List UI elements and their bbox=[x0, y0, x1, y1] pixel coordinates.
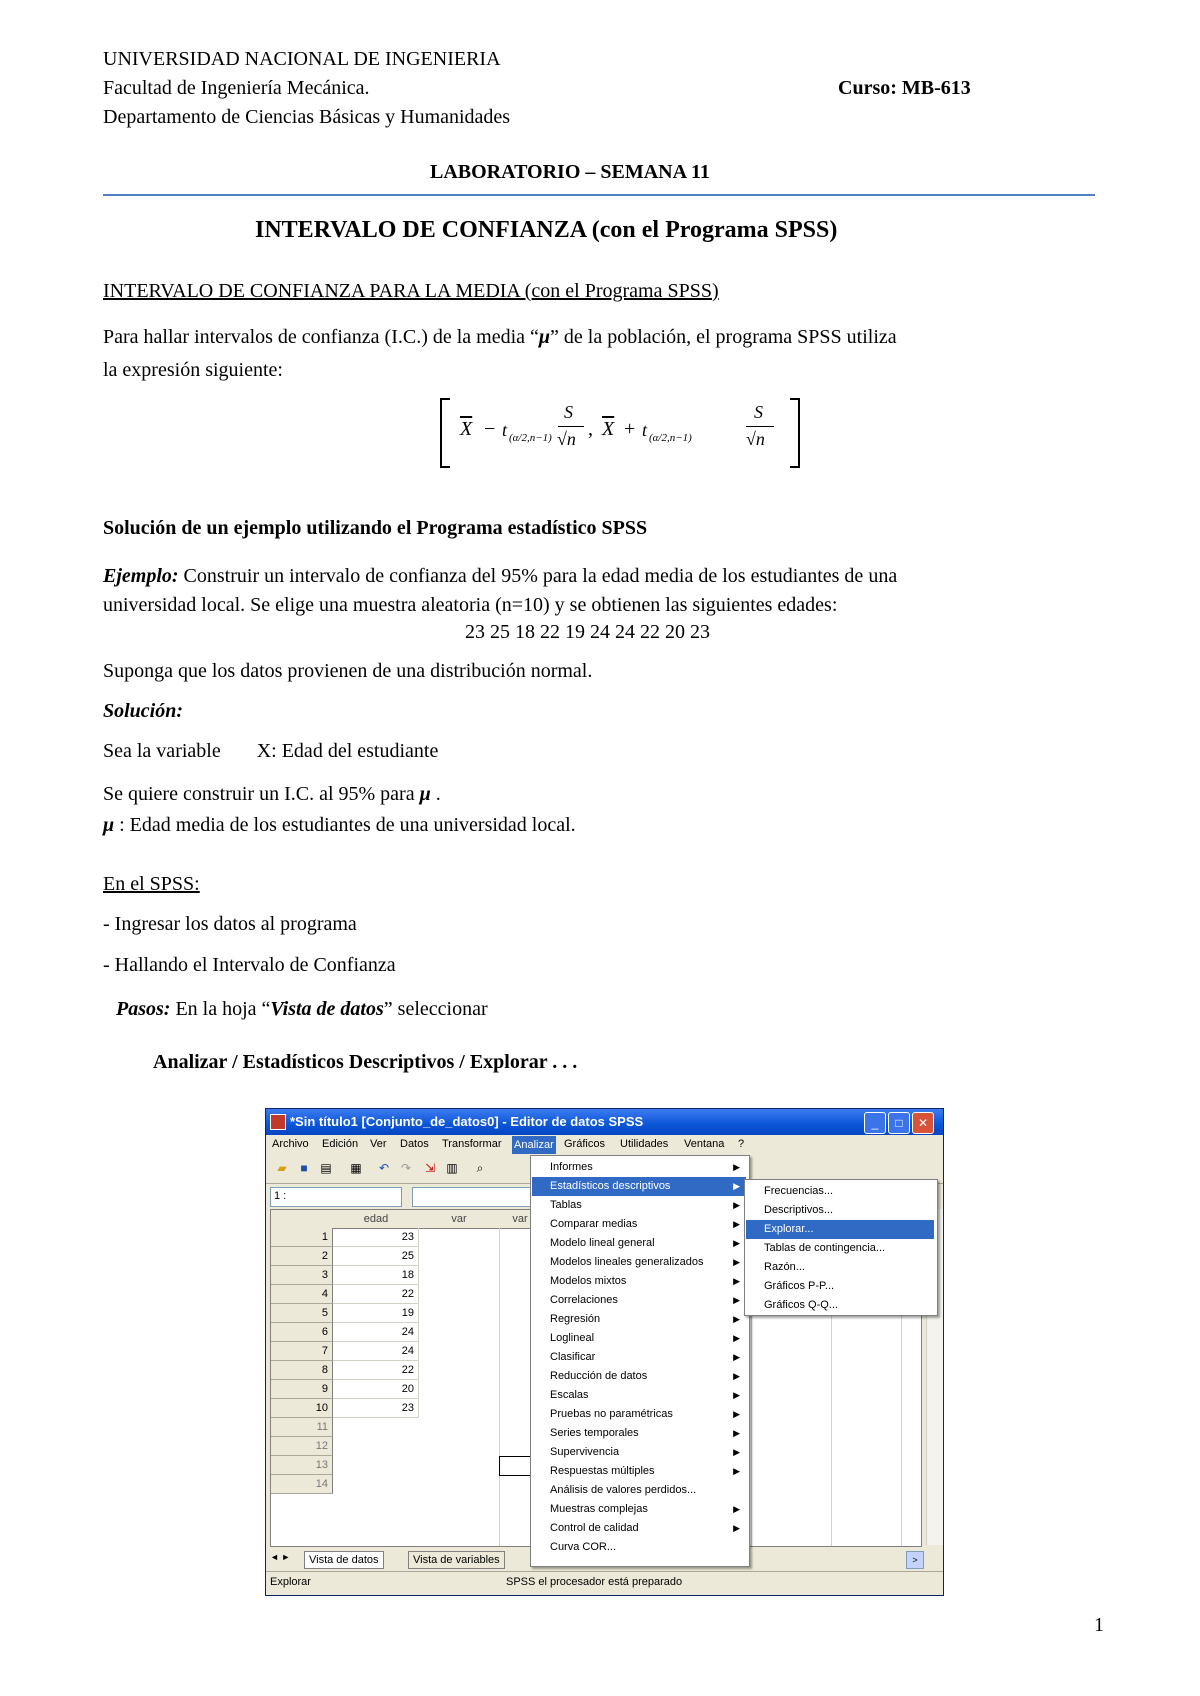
submenu-item[interactable]: Frecuencias... bbox=[764, 1185, 834, 1197]
ic-text-b: . bbox=[435, 783, 441, 805]
ic-text-a: Se quiere construir un I.C. al 95% para bbox=[103, 783, 415, 805]
menu-bar bbox=[266, 1135, 943, 1155]
menu-item[interactable] bbox=[532, 1443, 746, 1462]
menu-item-label: Escalas bbox=[550, 1389, 589, 1401]
menu-item[interactable] bbox=[532, 1215, 746, 1234]
data-cell[interactable]: 23 bbox=[333, 1399, 419, 1418]
submenu-arrow-icon: ▶ bbox=[733, 1181, 740, 1191]
dialog-recall-icon[interactable]: ▦ bbox=[350, 1161, 362, 1175]
row-header[interactable]: 13 bbox=[271, 1456, 333, 1475]
menu-item-label: Control de calidad bbox=[550, 1522, 639, 1534]
menu-item[interactable] bbox=[532, 1481, 746, 1500]
menu-item-estadisticos-descriptivos[interactable] bbox=[532, 1177, 746, 1196]
pasos-label: Pasos: bbox=[116, 998, 171, 1020]
menu-path: Analizar / Estadísticos Descriptivos / Explorar . . . bbox=[153, 1051, 578, 1073]
menu-item[interactable] bbox=[532, 1348, 746, 1367]
lab-title: LABORATORIO – SEMANA 11 bbox=[430, 161, 710, 183]
row-header[interactable]: 11 bbox=[271, 1418, 333, 1437]
minimize-icon[interactable]: _ bbox=[864, 1112, 886, 1134]
cell-reference-box[interactable] bbox=[270, 1187, 402, 1207]
corner-header bbox=[271, 1210, 334, 1229]
column-header-var[interactable]: var bbox=[419, 1210, 500, 1229]
submenu-arrow-icon: ▶ bbox=[733, 1276, 740, 1286]
submenu-item[interactable]: Descriptivos... bbox=[764, 1204, 834, 1216]
menu-item-label: Series temporales bbox=[550, 1427, 639, 1439]
window-title: *Sin título1 [Conjunto_de_datos0] - Editor de datos SPSS bbox=[290, 1114, 644, 1129]
menu-item[interactable] bbox=[532, 1500, 746, 1519]
menu-help[interactable]: ? bbox=[738, 1138, 745, 1150]
menu-item[interactable] bbox=[532, 1519, 746, 1538]
menu-ventana[interactable]: Ventana bbox=[684, 1138, 725, 1150]
spss-heading: En el SPSS: bbox=[103, 873, 200, 895]
submenu-arrow-icon: ▶ bbox=[733, 1504, 740, 1514]
menu-item-label: Estadísticos descriptivos bbox=[550, 1180, 671, 1192]
row-header[interactable]: 10 bbox=[271, 1399, 333, 1418]
t-symbol-2: t bbox=[642, 420, 648, 440]
example-data: 23 25 18 22 19 24 24 22 20 23 bbox=[465, 621, 710, 643]
intro-text-a: Para hallar intervalos de confianza (I.C.) de la media “ bbox=[103, 326, 539, 348]
menu-item-label: Modelos lineales generalizados bbox=[550, 1256, 704, 1268]
pasos-sheet: Vista de datos bbox=[270, 998, 384, 1020]
title-bar bbox=[266, 1109, 943, 1135]
close-icon[interactable]: ✕ bbox=[912, 1112, 934, 1134]
header-rule bbox=[103, 194, 1095, 196]
s-numerator-2: S bbox=[754, 402, 763, 422]
normality-assumption: Suponga que los datos provienen de una distribución normal. bbox=[103, 660, 593, 682]
example-line-2: universidad local. Se elige una muestra aleatoria (n=10) y se obtienen las siguientes edades: bbox=[103, 594, 838, 616]
pasos-line bbox=[116, 996, 488, 1022]
data-cell[interactable]: 25 bbox=[333, 1247, 419, 1266]
data-cell[interactable]: 24 bbox=[333, 1323, 419, 1342]
mu-symbol: μ bbox=[419, 783, 431, 805]
submenu-arrow-icon: ▶ bbox=[733, 1352, 740, 1362]
mu-definition bbox=[103, 812, 576, 838]
pasos-text-a: En la hoja “ bbox=[170, 998, 271, 1020]
menu-analizar[interactable]: Analizar bbox=[512, 1136, 556, 1154]
row-header[interactable]: 7 bbox=[271, 1342, 333, 1361]
menu-item[interactable] bbox=[532, 1234, 746, 1253]
row-header[interactable]: 12 bbox=[271, 1437, 333, 1456]
menu-item-label: Comparar medias bbox=[550, 1218, 638, 1230]
row-header[interactable]: 6 bbox=[271, 1323, 333, 1342]
tab-scroll-left-icon[interactable]: ◄ ► bbox=[270, 1552, 291, 1562]
data-cell[interactable]: 20 bbox=[333, 1380, 419, 1399]
undo-icon[interactable]: ↶ bbox=[378, 1161, 390, 1175]
submenu-item[interactable]: Razón... bbox=[764, 1261, 805, 1273]
submenu-arrow-icon: ▶ bbox=[733, 1428, 740, 1438]
menu-item[interactable] bbox=[532, 1253, 746, 1272]
row-header[interactable]: 4 bbox=[271, 1285, 333, 1304]
menu-item-label: Muestras complejas bbox=[550, 1503, 648, 1515]
menu-item-label: Modelo lineal general bbox=[550, 1237, 655, 1249]
submenu-arrow-icon: ▶ bbox=[733, 1314, 740, 1324]
t-subscript-1: (α/2,n−1) bbox=[509, 432, 552, 444]
step-1: - Ingresar los datos al programa bbox=[103, 913, 357, 935]
menu-item[interactable] bbox=[532, 1196, 746, 1215]
cell-reference: 1 : bbox=[274, 1190, 287, 1202]
data-cell[interactable]: 22 bbox=[333, 1285, 419, 1304]
menu-item[interactable] bbox=[532, 1462, 746, 1481]
row-header[interactable]: 3 bbox=[271, 1266, 333, 1285]
menu-edicion[interactable]: Edición bbox=[322, 1138, 359, 1150]
menu-item-label: Modelos mixtos bbox=[550, 1275, 627, 1287]
mu-definition-text: : Edad media de los estudiantes de una universidad local. bbox=[114, 814, 576, 836]
submenu-arrow-icon: ▶ bbox=[733, 1409, 740, 1419]
descriptivos-submenu bbox=[744, 1179, 938, 1316]
data-cell[interactable]: 18 bbox=[333, 1266, 419, 1285]
data-cell[interactable]: 22 bbox=[333, 1361, 419, 1380]
solution-label: Solución: bbox=[103, 700, 184, 722]
find-icon[interactable]: ⌕ bbox=[476, 1161, 484, 1175]
left-bracket bbox=[440, 398, 450, 468]
ic-statement bbox=[103, 781, 441, 807]
menu-item-label: Correlaciones bbox=[550, 1294, 618, 1306]
menu-datos[interactable]: Datos bbox=[400, 1138, 429, 1150]
pasos-text-b: ” seleccionar bbox=[383, 998, 488, 1020]
submenu-item[interactable]: Gráficos P-P... bbox=[764, 1280, 835, 1292]
analizar-menu bbox=[530, 1155, 750, 1567]
xbar-1: $\overline{X}$ bbox=[460, 418, 473, 440]
submenu-arrow-icon: ▶ bbox=[733, 1390, 740, 1400]
right-bracket bbox=[790, 398, 800, 468]
fraction-bar-1 bbox=[558, 426, 584, 427]
menu-item-label: Loglineal bbox=[550, 1332, 595, 1344]
menu-item[interactable] bbox=[532, 1158, 746, 1177]
mu-symbol: μ bbox=[103, 814, 115, 836]
scroll-right-icon[interactable]: > bbox=[906, 1551, 924, 1569]
menu-item-label: Informes bbox=[550, 1161, 593, 1173]
row-header[interactable]: 1 bbox=[271, 1228, 333, 1247]
submenu-arrow-icon: ▶ bbox=[733, 1523, 740, 1533]
row-header[interactable]: 2 bbox=[271, 1247, 333, 1266]
menu-item[interactable] bbox=[532, 1405, 746, 1424]
menu-item-label: Tablas bbox=[550, 1199, 582, 1211]
menu-transformar[interactable]: Transformar bbox=[442, 1138, 502, 1150]
menu-item[interactable] bbox=[532, 1291, 746, 1310]
xbar-2: $\overline{X}$ bbox=[602, 418, 615, 440]
variable-text-a: Sea la variable bbox=[103, 740, 221, 762]
status-bar bbox=[266, 1571, 943, 1594]
submenu-arrow-icon: ▶ bbox=[733, 1257, 740, 1267]
t-subscript-2: (α/2,n−1) bbox=[649, 432, 692, 444]
sqrt-n-1: √n bbox=[557, 429, 576, 449]
column-header-var[interactable]: var bbox=[499, 1210, 542, 1229]
submenu-arrow-icon: ▶ bbox=[733, 1162, 740, 1172]
department-name: Departamento de Ciencias Básicas y Humanidades bbox=[103, 106, 511, 128]
intro-text-b: ” de la población, el programa SPSS utiliza bbox=[550, 326, 897, 348]
ci-formula bbox=[440, 398, 800, 466]
sqrt-n-2: √n bbox=[746, 429, 765, 449]
submenu-arrow-icon: ▶ bbox=[733, 1238, 740, 1248]
menu-item[interactable] bbox=[532, 1329, 746, 1348]
open-folder-icon[interactable]: ▰ bbox=[277, 1161, 287, 1175]
plus-sign: + bbox=[624, 418, 636, 440]
submenu-arrow-icon: ▶ bbox=[733, 1371, 740, 1381]
variable-text-b: X: Edad del estudiante bbox=[256, 740, 439, 762]
menu-archivo[interactable]: Archivo bbox=[272, 1138, 309, 1150]
menu-item-label: Respuestas múltiples bbox=[550, 1465, 655, 1477]
data-cell[interactable]: 24 bbox=[333, 1342, 419, 1361]
fraction-bar-2 bbox=[746, 426, 774, 427]
submenu-arrow-icon: ▶ bbox=[733, 1447, 740, 1457]
section-title: INTERVALO DE CONFIANZA PARA LA MEDIA (con el Programa SPSS) bbox=[103, 280, 719, 302]
submenu-arrow-icon: ▶ bbox=[733, 1466, 740, 1476]
submenu-arrow-icon: ▶ bbox=[733, 1200, 740, 1210]
goto-case-icon[interactable]: ⇲ bbox=[424, 1161, 436, 1175]
solution-heading: Solución de un ejemplo utilizando el Programa estadístico SPSS bbox=[103, 517, 648, 539]
save-icon[interactable]: ■ bbox=[300, 1161, 308, 1175]
example-label: Ejemplo: bbox=[103, 565, 179, 587]
menu-item[interactable] bbox=[532, 1424, 746, 1443]
menu-item[interactable] bbox=[532, 1272, 746, 1291]
maximize-icon[interactable]: □ bbox=[888, 1112, 910, 1134]
menu-item-label: Supervivencia bbox=[550, 1446, 620, 1458]
example-line-1 bbox=[103, 563, 897, 589]
data-cell[interactable]: 23 bbox=[333, 1228, 419, 1247]
submenu-arrow-icon: ▶ bbox=[733, 1295, 740, 1305]
menu-ver[interactable]: Ver bbox=[370, 1138, 387, 1150]
row-header[interactable]: 8 bbox=[271, 1361, 333, 1380]
menu-item-label: Análisis de valores perdidos... bbox=[550, 1484, 697, 1496]
mu-symbol: μ bbox=[538, 326, 551, 348]
faculty-name: Facultad de Ingeniería Mecánica. bbox=[103, 77, 370, 99]
comma: , bbox=[588, 418, 593, 440]
variable-definition bbox=[103, 738, 438, 764]
submenu-arrow-icon: ▶ bbox=[733, 1219, 740, 1229]
tab-vista-de-datos[interactable]: Vista de datos bbox=[304, 1551, 384, 1569]
row-header[interactable]: 5 bbox=[271, 1304, 333, 1323]
s-numerator-1: S bbox=[564, 402, 573, 422]
step-2: - Hallando el Intervalo de Confianza bbox=[103, 954, 396, 976]
menu-item[interactable] bbox=[532, 1538, 746, 1557]
menu-item[interactable] bbox=[532, 1367, 746, 1386]
menu-item-label: Reducción de datos bbox=[550, 1370, 648, 1382]
submenu-item[interactable]: Tablas de contingencia... bbox=[764, 1242, 886, 1254]
submenu-item-explorar[interactable]: Explorar... bbox=[746, 1220, 934, 1239]
page-title: INTERVALO DE CONFIANZA (con el Programa SPSS) bbox=[255, 217, 838, 243]
spss-app-icon bbox=[270, 1114, 286, 1130]
data-cell[interactable]: 19 bbox=[333, 1304, 419, 1323]
minus-sign: − bbox=[484, 418, 496, 440]
menu-item-label: Pruebas no paramétricas bbox=[550, 1408, 673, 1420]
course-code: Curso: MB-613 bbox=[838, 77, 971, 99]
menu-graficos[interactable]: Gráficos bbox=[564, 1138, 605, 1150]
redo-icon[interactable]: ↷ bbox=[400, 1161, 412, 1175]
menu-item-label: Curva COR... bbox=[550, 1541, 617, 1553]
status-processor: SPSS el procesador está preparado bbox=[506, 1576, 683, 1588]
example-text-1: Construir un intervalo de confianza del 95% para la edad media de los estudiantes de una bbox=[178, 565, 898, 587]
print-icon[interactable]: ▤ bbox=[320, 1161, 332, 1175]
variables-icon[interactable]: ▥ bbox=[446, 1161, 458, 1175]
submenu-item[interactable]: Gráficos Q-Q... bbox=[764, 1299, 838, 1311]
row-header[interactable]: 9 bbox=[271, 1380, 333, 1399]
submenu-arrow-icon: ▶ bbox=[733, 1333, 740, 1343]
menu-utilidades[interactable]: Utilidades bbox=[620, 1138, 669, 1150]
tab-vista-de-variables[interactable]: Vista de variables bbox=[408, 1551, 505, 1569]
column-header-edad[interactable]: edad bbox=[333, 1210, 420, 1229]
spss-window bbox=[265, 1108, 944, 1596]
row-header[interactable]: 14 bbox=[271, 1475, 333, 1494]
intro-line-1 bbox=[103, 324, 897, 350]
status-left: Explorar bbox=[270, 1576, 311, 1588]
menu-item[interactable] bbox=[532, 1386, 746, 1405]
university-name: UNIVERSIDAD NACIONAL DE INGENIERIA bbox=[103, 48, 501, 70]
t-symbol-1: t bbox=[502, 420, 508, 440]
intro-line-2: la expresión siguiente: bbox=[103, 359, 283, 381]
menu-item-label: Regresión bbox=[550, 1313, 601, 1325]
grid-line bbox=[499, 1228, 500, 1546]
page-number: 1 bbox=[1094, 1614, 1104, 1636]
menu-item-label: Clasificar bbox=[550, 1351, 596, 1363]
menu-item[interactable] bbox=[532, 1310, 746, 1329]
